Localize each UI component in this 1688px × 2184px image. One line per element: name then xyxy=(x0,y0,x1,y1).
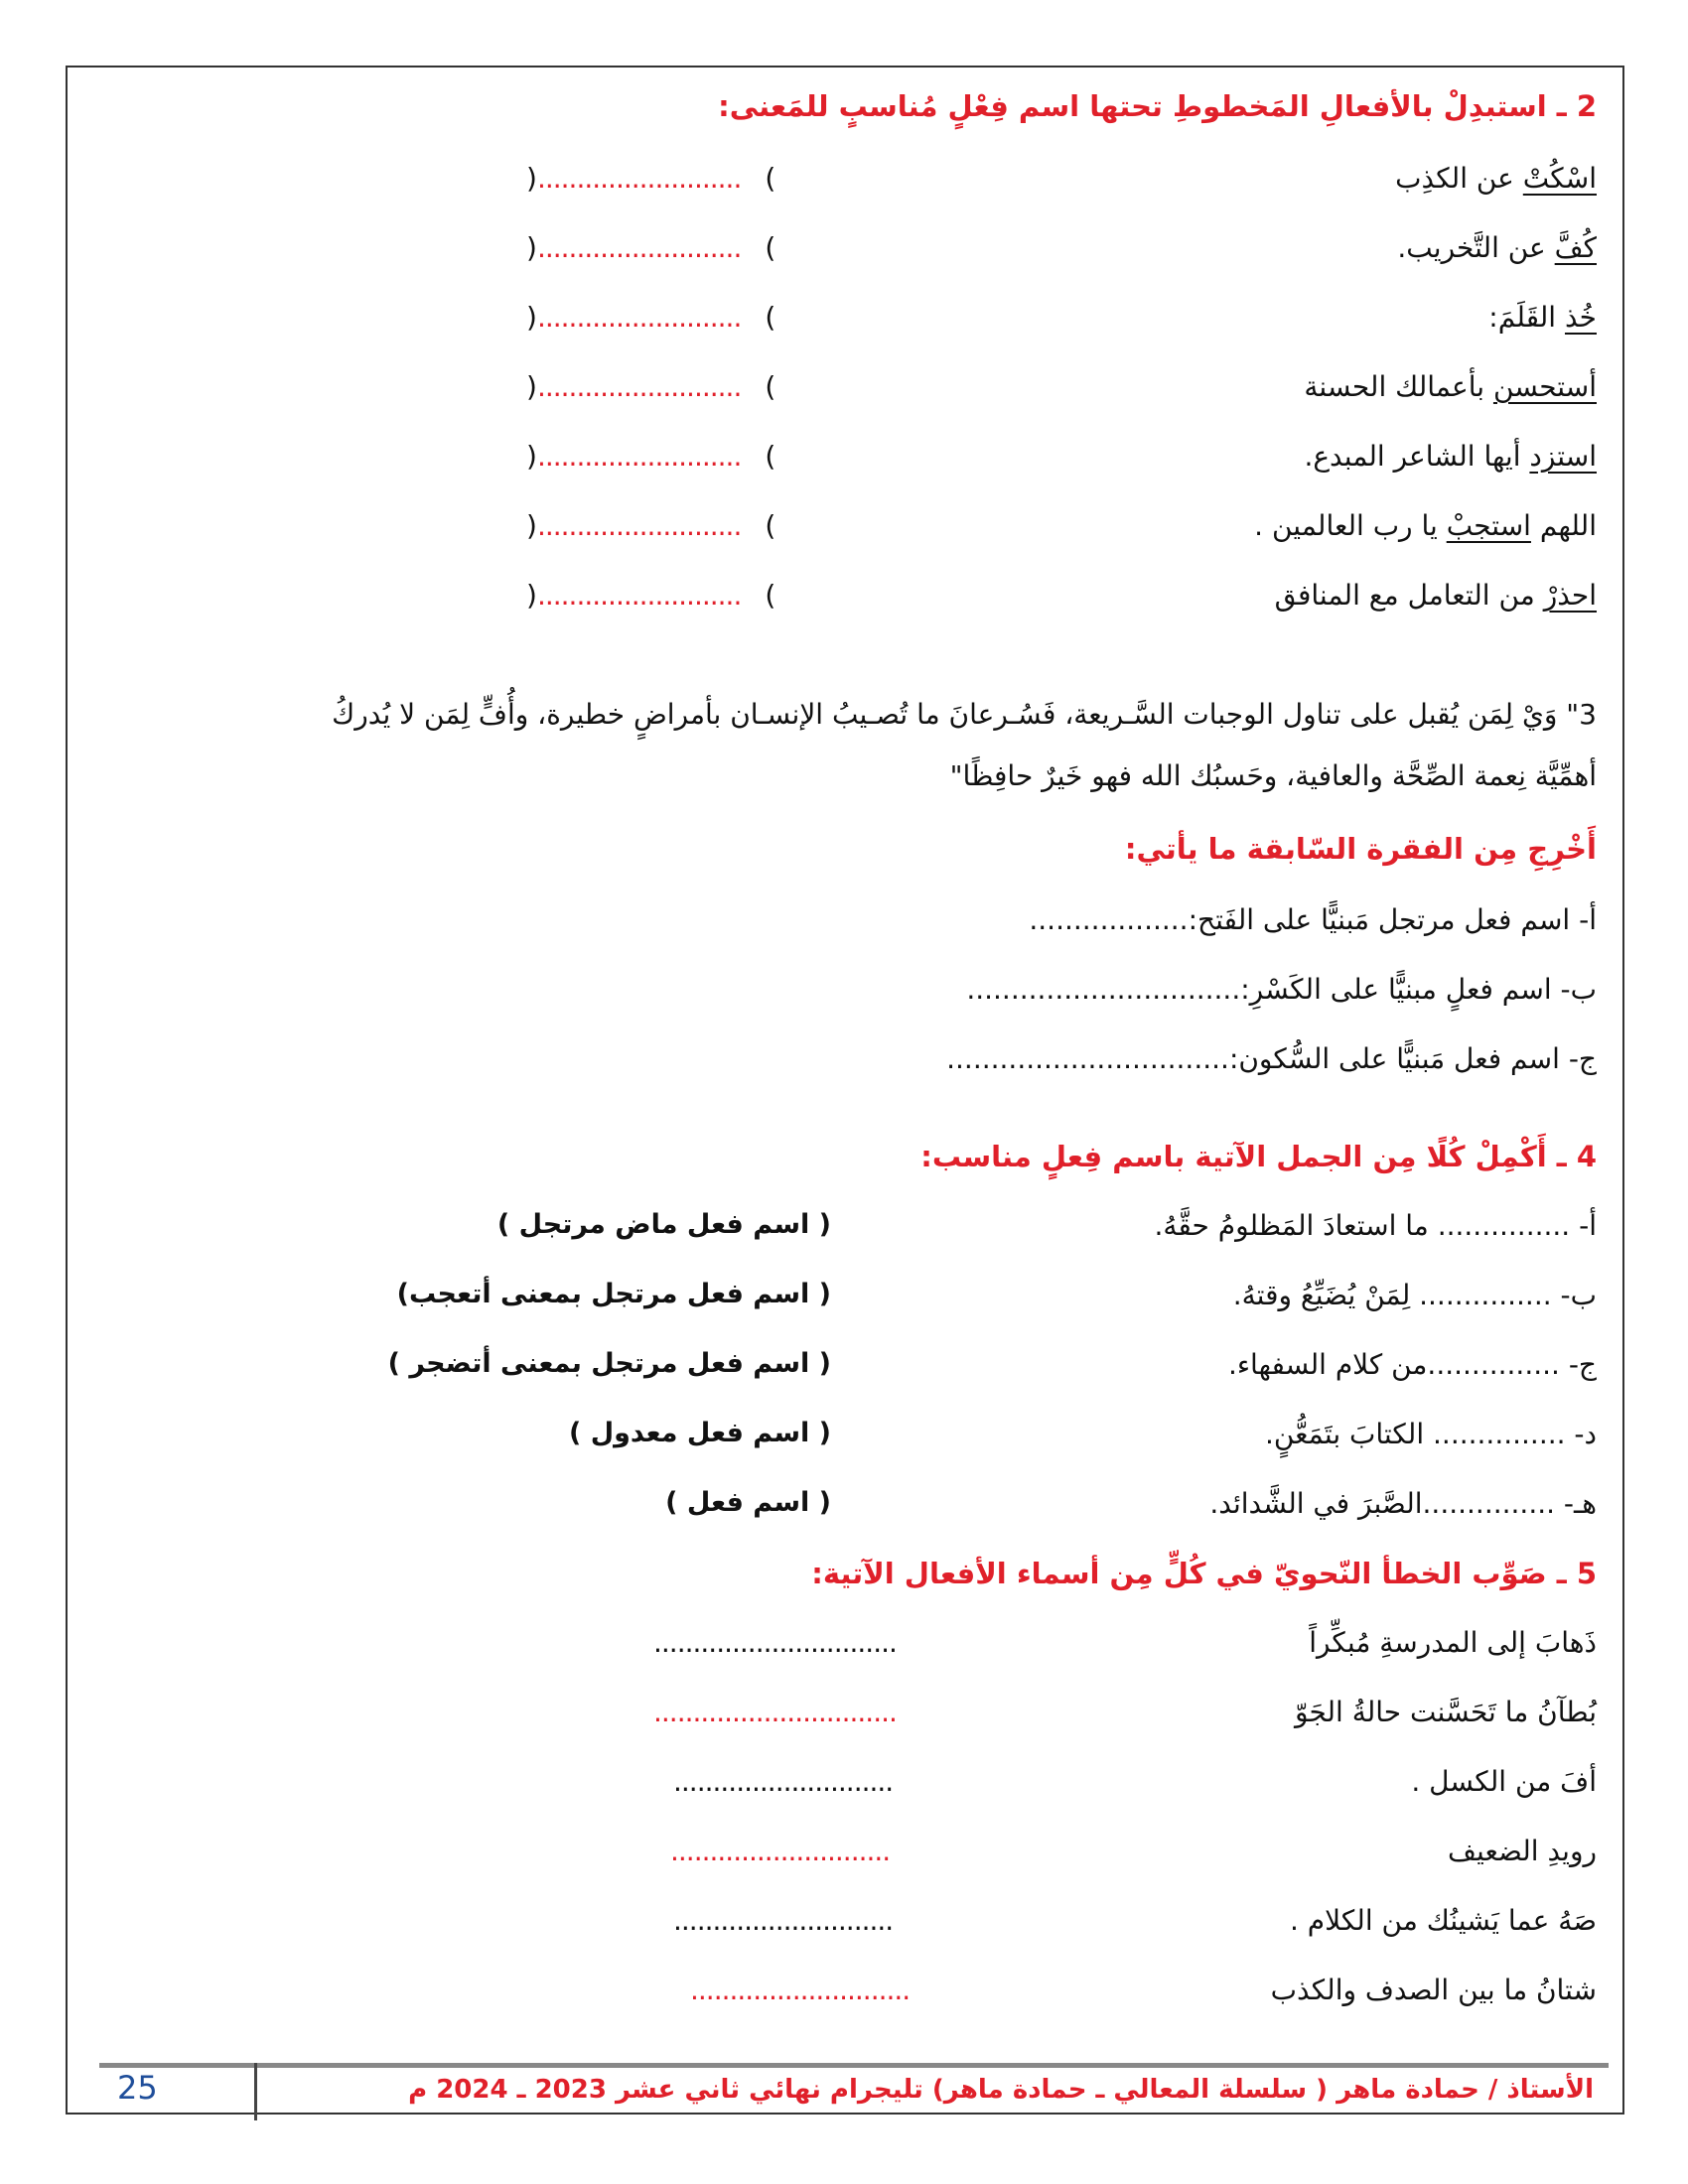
q2-item-2-rest: عن التَّخريب. xyxy=(1397,231,1555,264)
footer-credit: الأستاذ / حمادة ماهر ( سلسلة المعالي ـ حمادة ماهر) تليجرام نهائي ثاني عشر 2023 ـ 2024 م xyxy=(408,2075,1594,2105)
q5-answer-5[interactable]: ............................ xyxy=(673,1904,894,1937)
q5-item-5: صَهُ عما يَشينُك من الكلام . xyxy=(1289,1904,1597,1937)
q2-answer-7[interactable]: ).......................... ( xyxy=(526,579,776,612)
q3-item-a xyxy=(1029,903,1597,936)
q4-hint-e: ( اسم فعل ) xyxy=(665,1487,831,1518)
q2-answer-1[interactable]: ).......................... ( xyxy=(526,162,776,195)
q4-hint-d: ( اسم فعل معدول ) xyxy=(568,1418,831,1448)
q2-item-6-rest: يا رب العالمين . xyxy=(1254,509,1447,542)
q5-item-6: شتانُ ما بين الصدف والكذب xyxy=(1270,1974,1597,2006)
q5-item-1: ذَهابَ إلى المدرسةِ مُبكِّراً xyxy=(1309,1626,1597,1659)
q2-item-2 xyxy=(1397,231,1597,264)
q3-passage-line-1: 3" وَيْ لِمَن يُقبل على تناول الوجبات السَّـريعة، فَسُـرعانَ ما تُصـيبُ الإنسـان بأمراضٍ خطيرة، وأُفٍّ لِمَن لا يُدركُ xyxy=(332,698,1597,731)
q3-item-b-answer[interactable]: ............................... xyxy=(966,973,1241,1006)
q2-item-6-pre: اللهم xyxy=(1530,509,1597,542)
q2-item-5 xyxy=(1304,440,1597,473)
q2-item-6-verb: استجبْ xyxy=(1446,509,1531,542)
footer-divider xyxy=(254,2063,257,2120)
q3-heading: أَخْرِجِ مِن الفقرة السّابقة ما يأتي: xyxy=(1124,832,1597,866)
footer-rule xyxy=(99,2063,1609,2068)
q2-answer-2[interactable]: ).......................... ( xyxy=(526,231,776,264)
q2-heading: 2 ـ استبدِلْ بالأفعالِ المَخطوطِ تحتها اسم فِعْلٍ مُناسبٍ للمَعنى: xyxy=(718,89,1597,123)
q2-item-3 xyxy=(1488,301,1597,334)
q5-item-3: أفَ من الكسل . xyxy=(1411,1765,1597,1798)
q2-item-4 xyxy=(1304,370,1597,403)
q4-sentence-c[interactable]: ج- ...............من كلام السفهاء. xyxy=(1227,1348,1597,1381)
q5-answer-1[interactable]: ............................... xyxy=(653,1626,897,1659)
q4-hint-c: ( اسم فعل مرتجل بمعنى أتضجر ) xyxy=(387,1348,831,1379)
q2-item-7 xyxy=(1275,579,1597,612)
q5-answer-3[interactable]: ............................ xyxy=(673,1765,894,1798)
q4-sentence-e[interactable]: هـ- ...............الصَّبرَ في الشَّدائد. xyxy=(1209,1487,1597,1520)
q5-answer-4[interactable]: ............................ xyxy=(670,1835,891,1867)
q2-item-2-verb: كُفَّ xyxy=(1554,231,1597,264)
q3-passage-line-2: أهمِّيَّة نِعمة الصِّحَّة والعافية، وحَسبُك الله فهو خَيرٌ حافِظًا" xyxy=(949,759,1597,792)
q3-item-a-label: أ- اسم فعل مرتجل مَبنيًّا على الفَتح: xyxy=(1188,903,1597,936)
q2-item-1-verb: اسْكُتْ xyxy=(1522,162,1597,195)
q5-heading: 5 ـ صَوِّب الخطأ النّحويّ في كُلٍّ مِن أسماء الأفعال الآتية: xyxy=(811,1557,1597,1590)
q4-sentence-b[interactable]: ب- ............... لِمَنْ يُضَيِّعُ وقتهُ. xyxy=(1232,1279,1597,1311)
q2-answer-6[interactable]: ).......................... ( xyxy=(526,509,776,542)
q2-item-3-verb: خُذ xyxy=(1564,301,1597,334)
q2-item-6 xyxy=(1254,509,1597,542)
q2-item-1-rest: عن الكذِب xyxy=(1395,162,1523,195)
q2-answer-4[interactable]: ).......................... ( xyxy=(526,370,776,403)
q2-item-7-rest: من التعامل مع المنافق xyxy=(1274,579,1544,612)
q3-item-c-label: ج- اسم فعل مَبنيًّا على السُّكون: xyxy=(1228,1042,1597,1075)
page-number: 25 xyxy=(117,2069,158,2107)
q2-answer-3[interactable]: ).......................... ( xyxy=(526,301,776,334)
q4-hint-b: ( اسم فعل مرتجل بمعنى أتعجب) xyxy=(396,1279,831,1309)
q2-item-3-rest: القَلَمَ: xyxy=(1488,301,1565,334)
q4-sentence-a[interactable]: أ- ............... ما استعادَ المَظلومُ حقَّهُ. xyxy=(1154,1209,1597,1242)
q5-answer-6[interactable]: ............................ xyxy=(690,1974,911,2006)
q3-item-c xyxy=(946,1042,1597,1075)
q5-item-4: رويدِ الضعيف xyxy=(1448,1835,1597,1867)
q3-item-b-label: ب- اسم فعلٍ مبنيًّا على الكَسْرِ: xyxy=(1240,973,1597,1006)
q3-item-c-answer[interactable]: ................................ xyxy=(946,1042,1229,1075)
q2-item-1 xyxy=(1395,162,1597,195)
q2-item-4-rest: بأعمالك الحسنة xyxy=(1304,370,1493,403)
q2-item-5-rest: أيها الشاعر المبدع. xyxy=(1304,440,1530,473)
q4-sentence-d[interactable]: د- ............... الكتابَ بتَمَعُّنٍ. xyxy=(1264,1418,1597,1450)
q3-item-b xyxy=(966,973,1597,1006)
q4-hint-a: ( اسم فعل ماض مرتجل ) xyxy=(496,1209,831,1240)
q5-item-2: بُطآنُ ما تَحَسَّنت حالةُ الجَوّ xyxy=(1294,1696,1597,1728)
q3-item-a-answer[interactable]: .................. xyxy=(1029,903,1189,936)
q2-item-4-verb: أستحسن xyxy=(1492,370,1597,403)
q5-answer-2[interactable]: ............................... xyxy=(653,1696,897,1728)
q2-item-5-verb: استزد xyxy=(1529,440,1597,473)
q4-heading: 4 ـ أَكْمِلْ كُلًا مِن الجمل الآتية باسم فِعلٍ مناسب: xyxy=(920,1140,1597,1173)
q2-item-7-verb: احذرْ xyxy=(1543,579,1597,612)
q2-answer-5[interactable]: ).......................... ( xyxy=(526,440,776,473)
